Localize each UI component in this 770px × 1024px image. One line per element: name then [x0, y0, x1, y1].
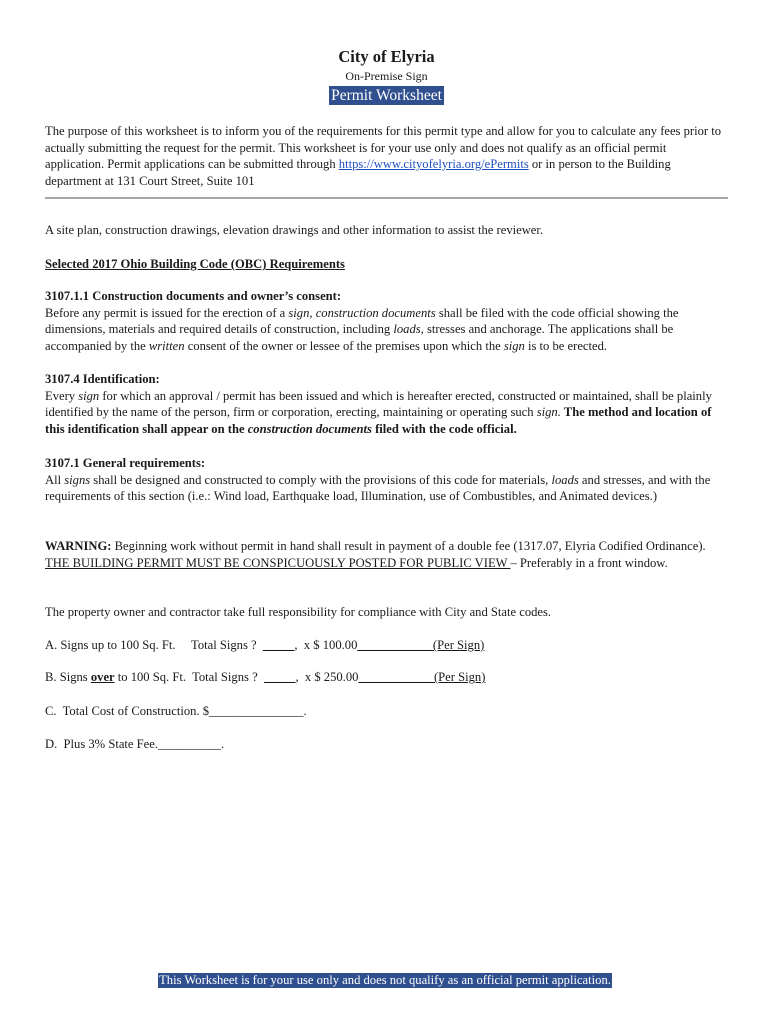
warning-text-end: – Preferably in a front window. [510, 555, 668, 570]
fee-b-over: over [90, 670, 115, 684]
section-heading: 3107.1 General requirements: [45, 456, 206, 470]
body-text: shall be filed with the code official showing the dimensions, materials and required details of construction, including [45, 305, 679, 337]
fee-b-amount-blank[interactable]: ____________(Per Sign) [358, 670, 486, 684]
section-body [45, 388, 728, 438]
site-plan-text: A site plan, construction drawings, elevation drawings and other information to assist the reviewer. [45, 223, 544, 237]
section-3107-1-1 [45, 288, 728, 354]
body-italic: loads, [393, 322, 424, 337]
page-subtitle: On-Premise Sign [345, 69, 428, 83]
body-bold-italic: construction documents [247, 421, 372, 436]
body-italic: sign, construction documents [288, 305, 436, 320]
body-text: stresses and anchorage. The applications shall be accompanied by the [45, 322, 674, 353]
site-plan-note [45, 222, 728, 239]
fee-a-total-signs-blank[interactable]: _____ [262, 638, 295, 652]
fee-line-b [45, 669, 728, 686]
section-divider [45, 197, 728, 199]
footer-disclaimer: This Worksheet is for your use only and does not qualify as an official permit application. [159, 973, 611, 987]
fee-line-d [45, 736, 728, 753]
fee-b-label-end: to 100 Sq. Ft. Total Signs ? [114, 670, 264, 684]
intro-paragraph [45, 123, 728, 189]
fee-line-a [45, 637, 728, 654]
body-text: All [45, 472, 65, 487]
section-body [45, 305, 728, 355]
fee-a-label: A. Signs up to 100 Sq. Ft. Total Signs ? [45, 638, 263, 652]
fee-line-c [45, 703, 728, 720]
obc-heading-text: Selected 2017 Ohio Building Code (OBC) Requirements [45, 257, 345, 271]
worksheet-banner: Permit Worksheet [331, 87, 442, 104]
body-italic: loads [551, 472, 579, 487]
fee-b-label: B. Signs [45, 670, 91, 684]
body-bold: The method and location of this identification shall appear on the [45, 405, 712, 436]
fee-b-rate: , x $ 250.00 [295, 670, 359, 684]
warning-label: WARNING: [45, 539, 112, 553]
body-text: shall be designed and constructed to comply with the provisions of this code for materials, [90, 472, 552, 487]
responsibility-note [45, 604, 728, 621]
section-3107-4 [45, 371, 728, 437]
section-heading: 3107.1.1 Construction documents and owner’s consent: [45, 289, 342, 303]
fee-a-rate: , x $ 100.00 [294, 638, 358, 652]
intro-text: The purpose of this worksheet is to inform you of the requirements for this permit type and allow for you to calculate any fees prior to actually submitting the request for the permit. This worksheet is for your use only and does not qualify as an official permit application. Permit applications can be submitted through [45, 124, 722, 172]
body-italic: signs [64, 472, 91, 487]
state-fee-field[interactable]: D. Plus 3% State Fee.__________. [45, 737, 225, 751]
section-body [45, 472, 728, 505]
body-text: and stresses, and with the requirements of this section (i.e.: Wind load, Earthquake load, Illumination, use of Combustibles, and Animated devices.) [45, 472, 711, 504]
body-text: consent of the owner or lessee of the premises upon which the [184, 338, 504, 353]
body-text: is to be erected. [524, 338, 608, 353]
body-italic: sign [503, 338, 525, 353]
section-3107-1 [45, 455, 728, 505]
obc-heading [45, 256, 728, 273]
epermits-link[interactable]: https://www.cityofelyria.org/ePermits [338, 157, 529, 172]
warning-paragraph [45, 538, 728, 571]
page-title: City of Elyria [338, 47, 435, 66]
body-text: Every [45, 388, 79, 403]
fee-a-amount-blank[interactable]: ____________(Per Sign) [357, 638, 485, 652]
body-bold: filed with the code official. [371, 421, 517, 436]
responsibility-text: The property owner and contractor take full responsibility for compliance with City and State codes. [45, 605, 552, 619]
body-text: for which an approval / permit has been issued and which is hereafter erected, constructed or maintained, shall be plainly identified by the name of the person, firm or corporation, erecting, maintaining or operating such [45, 388, 712, 420]
body-italic: written [148, 338, 185, 353]
body-italic: sign. [536, 405, 561, 420]
footer-container [0, 972, 770, 989]
section-heading: 3107.4 Identification: [45, 372, 160, 386]
construction-cost-field[interactable]: C. Total Cost of Construction. $_______________. [45, 704, 307, 718]
body-italic: sign [78, 388, 100, 403]
warning-text: Beginning work without permit in hand shall result in payment of a double fee (1317.07, Elyria Codified Ordinance). [111, 539, 706, 553]
fee-b-total-signs-blank[interactable]: _____ [263, 670, 296, 684]
banner-container [45, 86, 728, 105]
body-text: Before any permit is issued for the erection of a [45, 305, 289, 320]
intro-text-end: or in person to the Building department at 131 Court Street, Suite 101 [45, 157, 671, 188]
warning-posting-notice: THE BUILDING PERMIT MUST BE CONSPICUOUSLY POSTED FOR PUBLIC VIEW [45, 555, 511, 570]
